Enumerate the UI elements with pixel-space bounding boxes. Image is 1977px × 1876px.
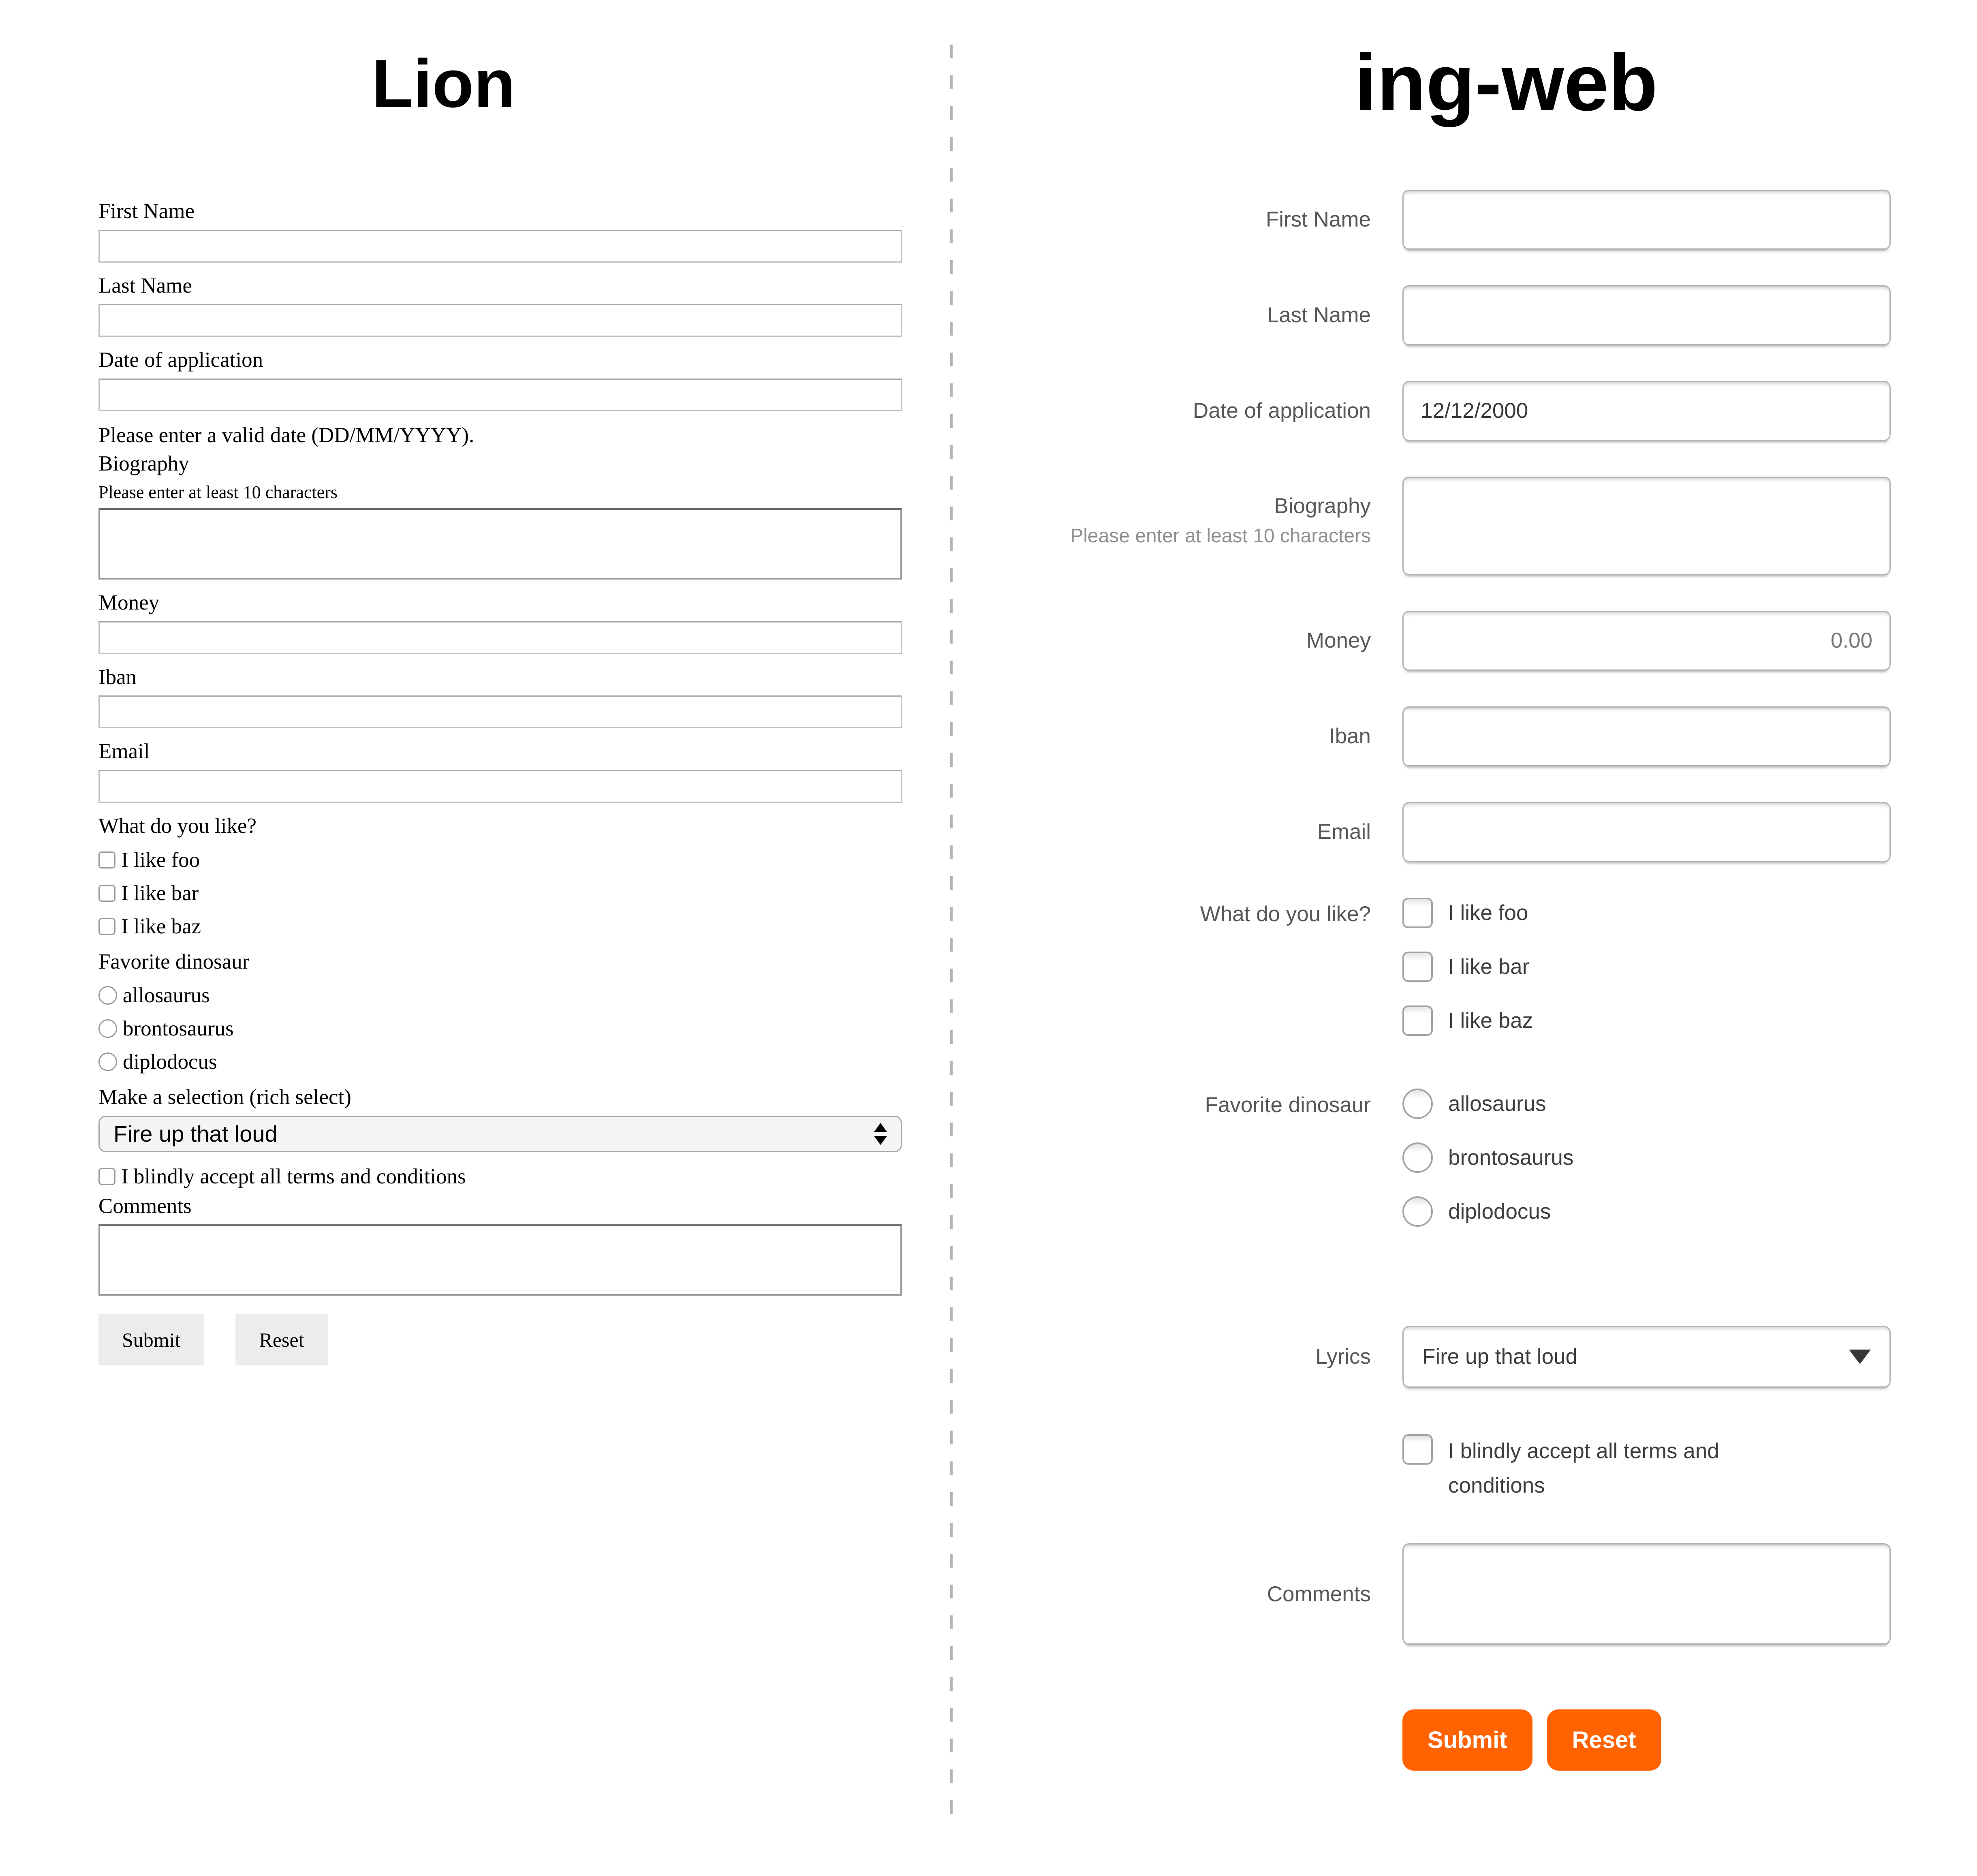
lion-email-label: Email <box>98 740 150 764</box>
lion-date-error: Please enter a valid date (DD/MM/YYYY). <box>98 423 474 447</box>
lion-like-baz-checkbox[interactable] <box>98 918 115 935</box>
ing-like-baz-row <box>1402 1005 1891 1036</box>
lion-last-name-input[interactable] <box>98 304 902 337</box>
ing-terms-checkbox[interactable] <box>1402 1434 1433 1465</box>
ing-like-baz-label: I like baz <box>1448 1008 1533 1033</box>
lion-like-bar-label: I like bar <box>121 881 199 905</box>
lion-first-name-input[interactable] <box>98 230 902 263</box>
ing-last-name-input[interactable] <box>1402 285 1891 345</box>
lion-rich-select[interactable] <box>98 1116 902 1152</box>
ing-diplodocus-radio[interactable] <box>1402 1196 1433 1227</box>
lion-like-bar-row <box>98 881 902 905</box>
lion-select-label: Make a selection (rich select) <box>98 1085 351 1109</box>
ing-terms-row <box>950 1434 1977 1503</box>
ing-likes-group <box>1402 898 1891 1036</box>
ing-likes-row <box>950 898 1977 1036</box>
lion-diplodocus-label: diplodocus <box>123 1050 217 1074</box>
ing-first-name-label: First Name <box>1265 207 1371 232</box>
ing-brontosaurus-radio[interactable] <box>1402 1142 1433 1173</box>
lion-allosaurus-label: allosaurus <box>123 984 210 1008</box>
ing-dinosaur-row <box>950 1089 1977 1279</box>
lion-like-foo-label: I like foo <box>121 848 200 872</box>
lion-brontosaurus-row <box>98 1016 902 1041</box>
column-divider <box>950 45 953 1824</box>
ing-brontosaurus-label: brontosaurus <box>1448 1145 1574 1170</box>
lion-biography-textarea[interactable] <box>98 508 902 580</box>
ing-like-baz-checkbox[interactable] <box>1402 1005 1433 1036</box>
ing-email-label: Email <box>1317 820 1371 844</box>
ing-biography-textarea[interactable] <box>1402 477 1891 575</box>
ing-last-name-label: Last Name <box>1267 303 1371 327</box>
ing-terms-label: I blindly accept all terms and conditions <box>1448 1439 1719 1497</box>
ing-email-input[interactable] <box>1402 802 1891 862</box>
ing-like-foo-checkbox[interactable] <box>1402 898 1433 928</box>
ing-diplodocus-row <box>1402 1196 1891 1227</box>
lion-brontosaurus-label: brontosaurus <box>123 1017 234 1041</box>
lion-buttons <box>98 1314 902 1365</box>
ing-email-row <box>950 802 1977 862</box>
lion-money-input[interactable] <box>98 621 902 654</box>
ing-allosaurus-radio[interactable] <box>1402 1089 1433 1119</box>
lion-first-name-label: First Name <box>98 199 194 223</box>
ing-like-bar-row <box>1402 952 1891 982</box>
lion-like-foo-checkbox[interactable] <box>98 851 115 868</box>
ing-iban-label: Iban <box>1329 724 1371 749</box>
ing-buttons-row <box>950 1709 1977 1771</box>
ing-like-foo-row <box>1402 898 1891 928</box>
ing-lyrics-label: Lyrics <box>1315 1345 1371 1369</box>
ing-last-name-row <box>950 285 1977 345</box>
lion-terms-checkbox[interactable] <box>98 1168 115 1185</box>
ing-iban-row <box>950 706 1977 766</box>
lion-dinosaur-label: Favorite dinosaur <box>98 950 250 973</box>
lion-iban-input[interactable] <box>98 695 902 728</box>
lion-title: Lion <box>372 45 515 122</box>
ing-comments-row <box>950 1543 1977 1645</box>
chevron-down-icon <box>1849 1350 1871 1364</box>
lion-like-foo-row <box>98 848 902 872</box>
ing-reset-button[interactable]: Reset <box>1547 1709 1661 1771</box>
ing-lyrics-row <box>950 1326 1977 1388</box>
ing-first-name-input[interactable] <box>1402 190 1891 250</box>
lion-terms-row <box>98 1164 902 1189</box>
ing-web-column <box>950 0 1977 1806</box>
ing-money-row <box>950 611 1977 671</box>
select-updown-icon <box>874 1123 887 1145</box>
lion-like-baz-row <box>98 914 902 939</box>
ing-iban-input[interactable] <box>1402 706 1891 766</box>
ing-biography-helper: Please enter at least 10 characters <box>1070 525 1371 547</box>
ing-brontosaurus-row <box>1402 1142 1891 1173</box>
lion-allosaurus-row <box>98 983 902 1008</box>
lion-rich-select-value: Fire up that loud <box>113 1121 278 1147</box>
lion-email-input[interactable] <box>98 770 902 803</box>
ing-likes-label: What do you like? <box>1200 902 1371 926</box>
lion-biography-helper: Please enter at least 10 characters <box>98 482 338 502</box>
lion-diplodocus-row <box>98 1050 902 1074</box>
lion-likes-label: What do you like? <box>98 814 257 838</box>
ing-date-row <box>950 381 1977 441</box>
ing-like-bar-label: I like bar <box>1448 954 1530 979</box>
ing-comments-textarea[interactable] <box>1402 1543 1891 1645</box>
ing-allosaurus-row <box>1402 1089 1891 1119</box>
lion-brontosaurus-radio[interactable] <box>98 1019 117 1038</box>
ing-lyrics-select[interactable] <box>1402 1326 1891 1388</box>
ing-biography-label: Biography <box>1274 494 1371 518</box>
ing-dinosaur-label: Favorite dinosaur <box>1205 1093 1371 1117</box>
lion-diplodocus-radio[interactable] <box>98 1052 117 1071</box>
ing-money-label: Money <box>1306 629 1371 653</box>
lion-like-baz-label: I like baz <box>121 914 201 938</box>
lion-date-input[interactable] <box>98 379 902 411</box>
lion-comments-label: Comments <box>98 1194 192 1218</box>
ing-submit-button[interactable]: Submit <box>1402 1709 1532 1771</box>
lion-biography-label: Biography <box>98 452 189 476</box>
lion-comments-textarea[interactable] <box>98 1224 902 1296</box>
ing-like-bar-checkbox[interactable] <box>1402 952 1433 982</box>
ing-money-input[interactable] <box>1402 611 1891 671</box>
ing-comments-label: Comments <box>1267 1582 1371 1606</box>
lion-date-label: Date of application <box>98 348 263 372</box>
ing-allosaurus-label: allosaurus <box>1448 1091 1546 1116</box>
ing-date-input[interactable] <box>1402 381 1891 441</box>
lion-money-label: Money <box>98 591 160 615</box>
ing-first-name-row <box>950 190 1977 250</box>
lion-terms-label: I blindly accept all terms and conditions <box>121 1164 466 1188</box>
ing-terms-wrap <box>1402 1434 1891 1503</box>
ing-biography-row <box>950 477 1977 575</box>
ing-lyrics-select-value: Fire up that loud <box>1422 1345 1578 1369</box>
lion-column <box>0 0 950 1806</box>
ing-date-label: Date of application <box>1193 399 1371 423</box>
ing-biography-label-block <box>950 477 1402 547</box>
lion-allosaurus-radio[interactable] <box>98 986 117 1005</box>
lion-submit-button[interactable]: Submit <box>98 1314 204 1365</box>
ing-like-foo-label: I like foo <box>1448 901 1528 925</box>
lion-reset-button[interactable]: Reset <box>235 1314 327 1365</box>
ing-web-title: ing-web <box>1355 38 1658 127</box>
lion-last-name-label: Last Name <box>98 274 192 297</box>
ing-diplodocus-label: diplodocus <box>1448 1199 1551 1224</box>
lion-like-bar-checkbox[interactable] <box>98 885 115 902</box>
ing-buttons <box>1402 1709 1891 1771</box>
ing-dinosaur-group <box>1402 1089 1891 1227</box>
lion-iban-label: Iban <box>98 665 137 689</box>
